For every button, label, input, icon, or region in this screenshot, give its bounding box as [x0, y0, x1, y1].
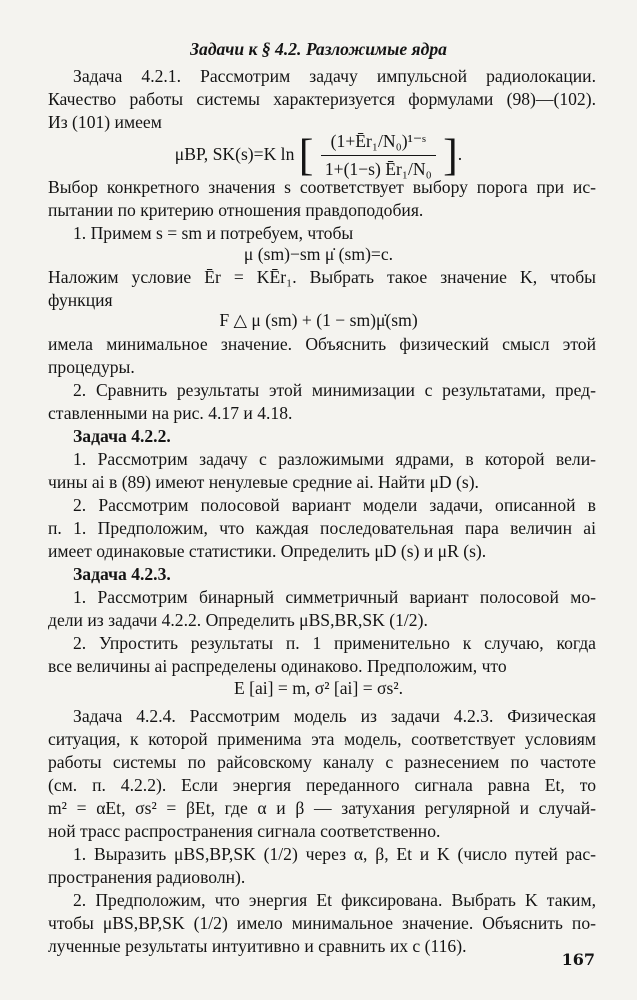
equation-2: μ (sm)−sm μ̇ (sm)=c. [243, 244, 394, 264]
text-line: процедуры. [48, 357, 135, 377]
eq1-numerator: (1+Ēr₁/N₀)¹⁻ˢ [330, 131, 426, 151]
text-line: дели из задачи 4.2.2. Определить μBS,BR,SK (1/2). [48, 610, 428, 630]
text-line: ной трасс распространения сигнала соответственно. [48, 821, 441, 841]
text-line: 2. Предположим, что энергия Et фиксирована. Выбрать K таким, [73, 890, 596, 910]
text-line: все величины ai распределены одинаково. Предположим, что [48, 656, 507, 676]
text-line: 1. Выразить μBS,BP,SK (1/2) через α, β, Et и K (число путей рас- [73, 844, 596, 864]
eq1-lhs: μBP, SK(s)=K ln [174, 143, 295, 164]
page-number: 167 [561, 950, 595, 969]
section-title: Задачи к § 4.2. Разложимые ядра [190, 39, 447, 59]
eq1-fraction [321, 130, 436, 181]
eq1-denominator: 1+(1−s) Ēr₁/N₀ [321, 155, 436, 181]
equation-4: E [ai] = m, σ² [ai] = σs². [233, 678, 404, 698]
text-line: п. 1. Предположим, что каждая последовательная пара величин ai [48, 518, 596, 538]
text-line: чины ai в (89) имеют ненулевые средние ai. Найти μD (s). [48, 472, 479, 492]
text-line: пытании по критерию отношения правдоподобия. [48, 200, 424, 220]
text-line: Из (101) имеем [48, 112, 162, 132]
text-line: лученные результаты интуитивно и сравнить их с (116). [48, 936, 467, 956]
text-line: Задача 4.2.1. Рассмотрим задачу импульсной радиолокации. [73, 66, 596, 86]
text-line: Качество работы системы характеризуется формулами (98)—(102). [48, 89, 596, 109]
text-line: (см. п. 4.2.2). Если энергия переданного сигнала равна Et, то [48, 775, 596, 795]
text-line: Задача 4.2.4. Рассмотрим модель из задачи 4.2.3. Физическая [73, 706, 596, 726]
text-line: Наложим условие Ēr = KĒr₁. Выбрать такое значение K, чтобы [48, 267, 596, 287]
problem-heading: Задача 4.2.3. [73, 564, 171, 584]
text-line: имела минимальное значение. Объяснить физический смысл этой [48, 334, 596, 354]
text-line: 1. Примем s = sm и потребуем, чтобы [73, 223, 354, 243]
text-line: 2. Сравнить результаты этой минимизации с результатами, пред- [73, 380, 596, 400]
text-line: чтобы μBS,BP,SK (1/2) имело минимальное значение. Объяснить по- [48, 913, 596, 933]
text-line: пространения радиоволн). [48, 867, 246, 887]
text-line: имеет одинаковые статистики. Определить μD (s) и μR (s). [48, 541, 487, 561]
text-line: 2. Рассмотрим полосовой вариант модели задачи, описанной в [73, 495, 596, 515]
equation-3: F △ μ (sm) + (1 − sm)μ̇(sm) [219, 310, 418, 330]
text-line: ситуация, к которой применима эта модель, соответствует условиям [48, 729, 596, 749]
text-line: 2. Упростить результаты п. 1 применительно к случаю, когда [73, 633, 596, 653]
text-line: 1. Рассмотрим задачу с разложимыми ядрами, в которой вели- [73, 449, 596, 469]
text-line: ставленными на рис. 4.17 и 4.18. [48, 403, 293, 423]
text-line: работы системы по райсовскому каналу с разнесением по частоте [48, 752, 596, 772]
text-line: 1. Рассмотрим бинарный симметричный вариант полосовой мо- [73, 587, 596, 607]
text-line: функция [48, 290, 113, 310]
text-line: m² = αEt, σs² = βEt, где α и β — затухания регулярной и случай- [48, 798, 596, 818]
text-line: Выбор конкретного значения s соответствует выбору порога при ис- [48, 177, 596, 197]
problem-heading: Задача 4.2.2. [73, 426, 171, 446]
equation-1: μBP, SK(s)=K ln [ $\frac{\text{(1+Ēr₁/N₀)¹⁻ˢ}}{\text{1+(1−s) Ēr₁/N₀}}$ ]. [174, 130, 463, 180]
